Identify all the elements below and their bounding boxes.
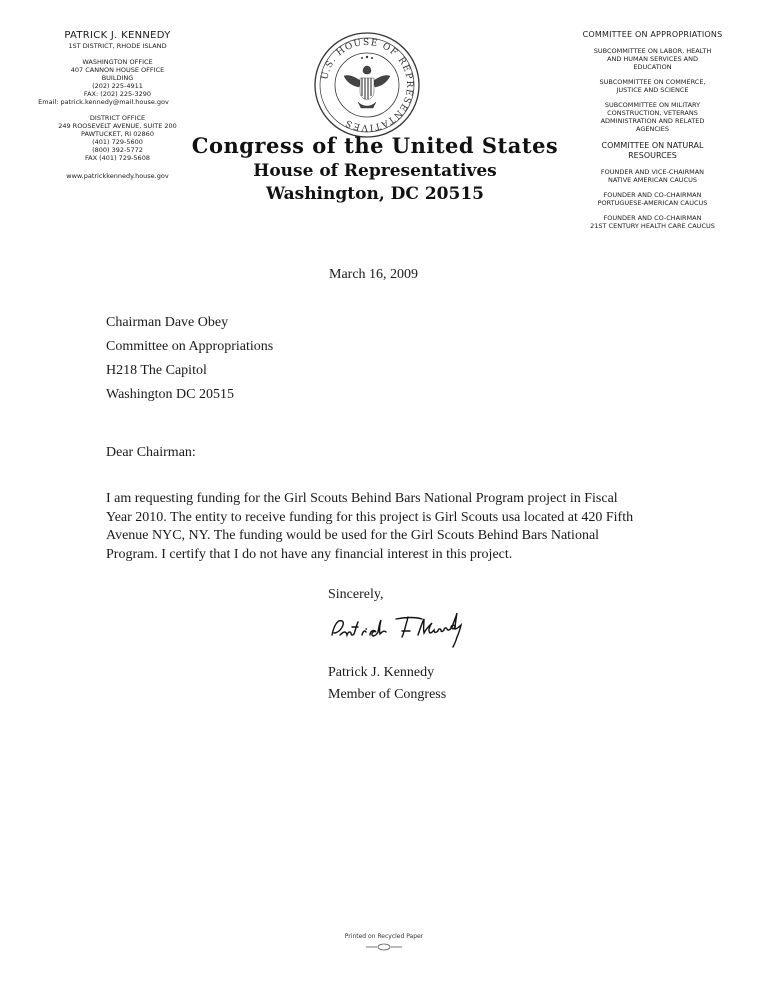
district-address-line2: PAWTUCKET, RI 02860 xyxy=(81,130,154,138)
subcommittee-labor-line2: AND HUMAN SERVICES AND xyxy=(607,55,698,63)
committee-natural-resources-line1: COMMITTEE ON NATURAL xyxy=(601,141,704,150)
washington-fax: FAX: (202) 225-3290 xyxy=(83,90,152,98)
caucus-portuguese-american xyxy=(560,191,745,207)
district-phone2: (800) 392-5772 xyxy=(92,146,143,154)
recycled-paper-text: Printed on Recycled Paper xyxy=(344,933,424,940)
handwritten-signature-icon xyxy=(326,605,486,655)
seal-text: U.S. HOUSE OF REPRESENTATIVES xyxy=(320,37,415,133)
washington-office-title: WASHINGTON OFFICE xyxy=(82,58,153,66)
subcommittee-military-line3: ADMINISTRATION AND RELATED xyxy=(600,117,705,125)
member-contact-block xyxy=(30,30,205,180)
closing: Sincerely, xyxy=(328,587,384,602)
subcommittee-labor xyxy=(560,47,745,71)
subcommittee-commerce-line1: SUBCOMMITTEE ON COMMERCE, xyxy=(599,78,706,86)
caucus-portuguese-american-line2: PORTUGUESE-AMERICAN CAUCUS xyxy=(597,199,708,207)
letter-body: I am requesting funding for the Girl Scouts Behind Bars National Program project in Fiscal Year 2010. The entity to receive funding for this project is Girl Scouts usa located at 420 Fifth Avenue NYC, NY. The funding would be used for the Girl Scouts Behind Bars National Program. I certify that I do not have any financial interest in this project. xyxy=(106,491,634,562)
district-phone1: (401) 729-5600 xyxy=(92,138,143,146)
caucus-native-american xyxy=(560,168,745,184)
washington-office-line1: 407 CANNON HOUSE OFFICE xyxy=(70,66,165,74)
district-address-line1: 249 ROOSEVELT AVENUE, SUITE 200 xyxy=(58,122,177,130)
district-fax: FAX (401) 729-5608 xyxy=(85,154,150,162)
letterhead-title xyxy=(190,133,560,205)
committee-natural-resources-line2: RESOURCES xyxy=(628,151,677,160)
signer-name: Patrick J. Kennedy xyxy=(328,665,435,680)
district-office-title: DISTRICT OFFICE xyxy=(89,114,146,122)
recycle-logo-icon xyxy=(364,943,404,951)
subcommittee-commerce xyxy=(560,78,745,94)
address-line: H218 The Capitol xyxy=(106,363,207,378)
salutation: Dear Chairman: xyxy=(106,445,196,460)
member-district: 1ST DISTRICT, RHODE ISLAND xyxy=(68,42,167,50)
subcommittee-military-line1: SUBCOMMITTEE ON MILITARY xyxy=(604,101,701,109)
committee-block xyxy=(560,30,745,230)
member-website: www.patrickkennedy.house.gov xyxy=(66,172,169,180)
subcommittee-military-line2: CONSTRUCTION, VETERANS xyxy=(607,109,698,117)
congress-title: Congress of the United States xyxy=(191,133,559,158)
committee-natural-resources xyxy=(560,141,745,161)
letter-date: March 16, 2009 xyxy=(329,267,419,282)
subcommittee-labor-line1: SUBCOMMITTEE ON LABOR, HEALTH xyxy=(593,47,712,55)
recipient-address xyxy=(106,311,273,407)
caucus-health-care xyxy=(560,214,745,230)
member-name: PATRICK J. KENNEDY xyxy=(64,30,171,41)
caucus-native-american-line1: FOUNDER AND VICE-CHAIRMAN xyxy=(600,168,705,176)
subcommittee-military-line4: AGENCIES xyxy=(635,125,670,133)
city-title: Washington, DC 20515 xyxy=(266,184,484,204)
signer-block xyxy=(328,662,446,706)
member-email: Email: patrick.kennedy@mail.house.gov xyxy=(38,98,169,106)
caucus-health-care-line2: 21ST CENTURY HEALTH CARE CAUCUS xyxy=(590,222,715,230)
caucus-portuguese-american-line1: FOUNDER AND CO-CHAIRMAN xyxy=(603,191,702,199)
subcommittee-military xyxy=(560,101,745,133)
address-line: Committee on Appropriations xyxy=(106,339,274,354)
signer-title: Member of Congress xyxy=(328,687,447,702)
caucus-native-american-line2: NATIVE AMERICAN CAUCUS xyxy=(608,176,697,184)
subcommittee-labor-line3: EDUCATION xyxy=(633,63,672,71)
committee-appropriations: COMMITTEE ON APPROPRIATIONS xyxy=(582,30,723,39)
house-title: House of Representatives xyxy=(253,161,497,181)
caucus-health-care-line1: FOUNDER AND CO-CHAIRMAN xyxy=(603,214,702,222)
house-seal-icon xyxy=(312,30,422,140)
washington-phone: (202) 225-4911 xyxy=(92,82,143,90)
washington-office-line2: BUILDING xyxy=(101,74,134,82)
footer xyxy=(284,933,484,953)
address-line: Chairman Dave Obey xyxy=(106,315,229,330)
address-line: Washington DC 20515 xyxy=(106,387,234,402)
subcommittee-commerce-line2: JUSTICE AND SCIENCE xyxy=(616,86,689,94)
